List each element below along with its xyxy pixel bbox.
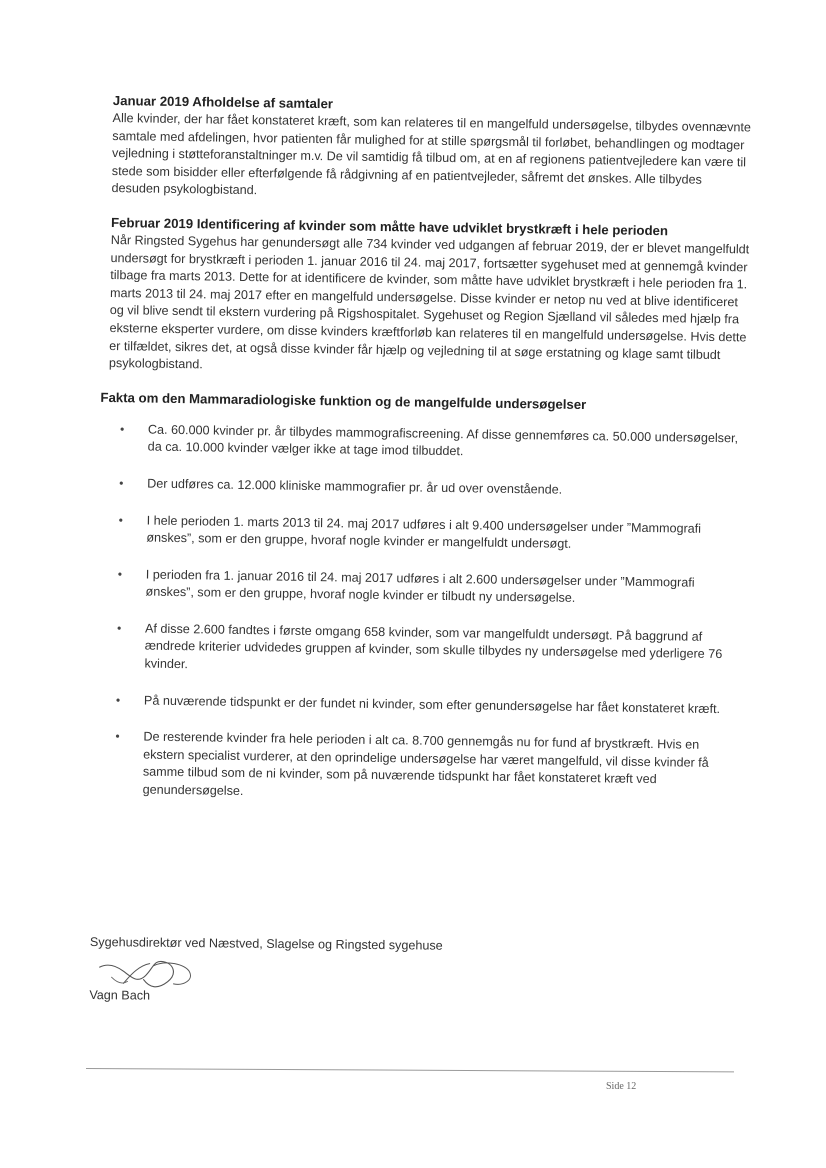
bullet-icon: • — [119, 421, 125, 436]
bullet-icon: • — [116, 620, 122, 636]
section-heading: Februar 2019 Identificering af kvinder som måtte have udviklet brystkræft i hele perioden — [110, 214, 669, 239]
bullet-icon: • — [118, 512, 123, 527]
list-item — [103, 728, 744, 808]
list-item-text: På nuværende tidspunkt er der fundet ni kvinder, som efter genundersøgelse har fået konstateret kræft. — [143, 693, 721, 716]
footer-divider — [86, 1068, 734, 1072]
list-item — [104, 692, 744, 719]
bullet-icon: • — [117, 566, 123, 581]
list-item-text: I hele perioden 1. marts 2013 til 24. maj 2017 udføres i alt 9.400 undersøgelser under ”Mammografi ønskes”, som er den gruppe, hvoraf nogle kvinder er mangelfuldt undersøgt. — [146, 513, 702, 551]
signatory-title: Sygehusdirektør ved Næstved, Slagelse og Ringsted sygehuse — [89, 934, 443, 953]
section-february-2019 — [109, 214, 751, 382]
facts-list — [103, 421, 749, 808]
section-body: Alle kvinder, der har fået konstateret kræft, som kan relateres til en mangelfuld undersøgelse, tilbydes ovennævnte samtale med afdelingen, hvor patienten får mulighed for at stille spørgsmål til forløbet, behandlingen og modtager vejledning i støtteforanstaltninger m.v. De vil samtidig få tilbud om, at en af regionens patientvejledere kan være til stede som bisidder eller efterfølgende få rådgivning af en patientvejleder, såfremt det ønskes. Alle tilbydes desuden psykologbistand. — [111, 110, 752, 198]
section-body: Når Ringsted Sygehus har genundersøgt alle 734 kvinder ved udgangen af februar 2019, der er blevet mangelfuldt undersøgt for brystkræft i perioden 1. januar 2016 til 24. maj 2017, fortsætter sygehuset med at gennemgå kvinder tilbage fra marts 2013. Dette for at identificere de kvinder, som måtte have udviklet brystkræft i hele perioden fra 1. marts 2013 til 24. maj 2017 efter en mangelfuld undersøgelse. Disse kvinder er netop nu ved at blive identificeret og vil blive sendt til ekstern vurdering på Rigshospitalet. Sygehuset og Region Sjælland vil således med hjælp fra eksterne eksperter vurdere, om disse kvinders kræftforløb kan relateres til en mangelfuld undersøgelse. Hvis dette er tilfældet, sikres det, at også disse kvinder får hjælp og vejledning til at søge erstatning og klage samt tilbudt psykologbistand. — [108, 232, 750, 372]
list-item-text: Af disse 2.600 fandtes i første omgang 658 kvinder, som var mangelfuldt undersøgt. På baggrund af ændrede kriterier udvidedes gruppen af kvinder, som skulle tilbydes ny undersøgelse med yderligere 76 kvinder. — [144, 621, 723, 672]
list-item-text: De resterende kvinder fra hele perioden i alt ca. 8.700 gennemgås nu for fund af brystkræft. Hvis en ekstern specialist vurderer, at den oprindelige undersøgelse har været mangelfuld, vil disse kvinder få samme tilbud som de ni kvinder, som på nuværende tidspunkt har fået konstateret kræft ved genundersøgelse. — [142, 729, 709, 799]
bullet-icon: • — [115, 729, 120, 744]
list-item — [107, 475, 747, 502]
list-item — [104, 620, 745, 682]
signatory-name: Vagn Bach — [89, 987, 151, 1003]
bullet-icon: • — [115, 692, 121, 707]
list-item-text: I perioden fra 1. januar 2016 til 24. maj 2017 udføres i alt 2.600 undersøgelser under ”Mammografi ønskes”, som er den gruppe, hvoraf nogle kvinder er tilbudt ny undersøgelse. — [145, 567, 695, 606]
bullet-icon: • — [119, 476, 124, 491]
list-item-text: Ca. 60.000 kvinder pr. år tilbydes mammografiscreening. Af disse gennemføres ca. 50.000 undersøgelser, da ca. 10.000 kvinder vælger ikke at tage imod tilbuddet. — [147, 422, 739, 459]
page-number: Side 12 — [606, 1081, 637, 1092]
list-item — [106, 511, 746, 556]
section-january-2019 — [111, 92, 753, 207]
page-content — [102, 92, 753, 827]
section-heading: Januar 2019 Afholdelse af samtaler — [112, 92, 334, 112]
list-item — [108, 421, 748, 466]
facts-heading: Fakta om den Mammaradiologiske funktion og de mangelfulde undersøgelser — [100, 389, 587, 412]
list-item-text: Der udføres ca. 12.000 kliniske mammografier pr. år ud over ovenstående. — [147, 476, 563, 497]
list-item — [105, 566, 745, 611]
signature-block — [89, 934, 510, 1007]
